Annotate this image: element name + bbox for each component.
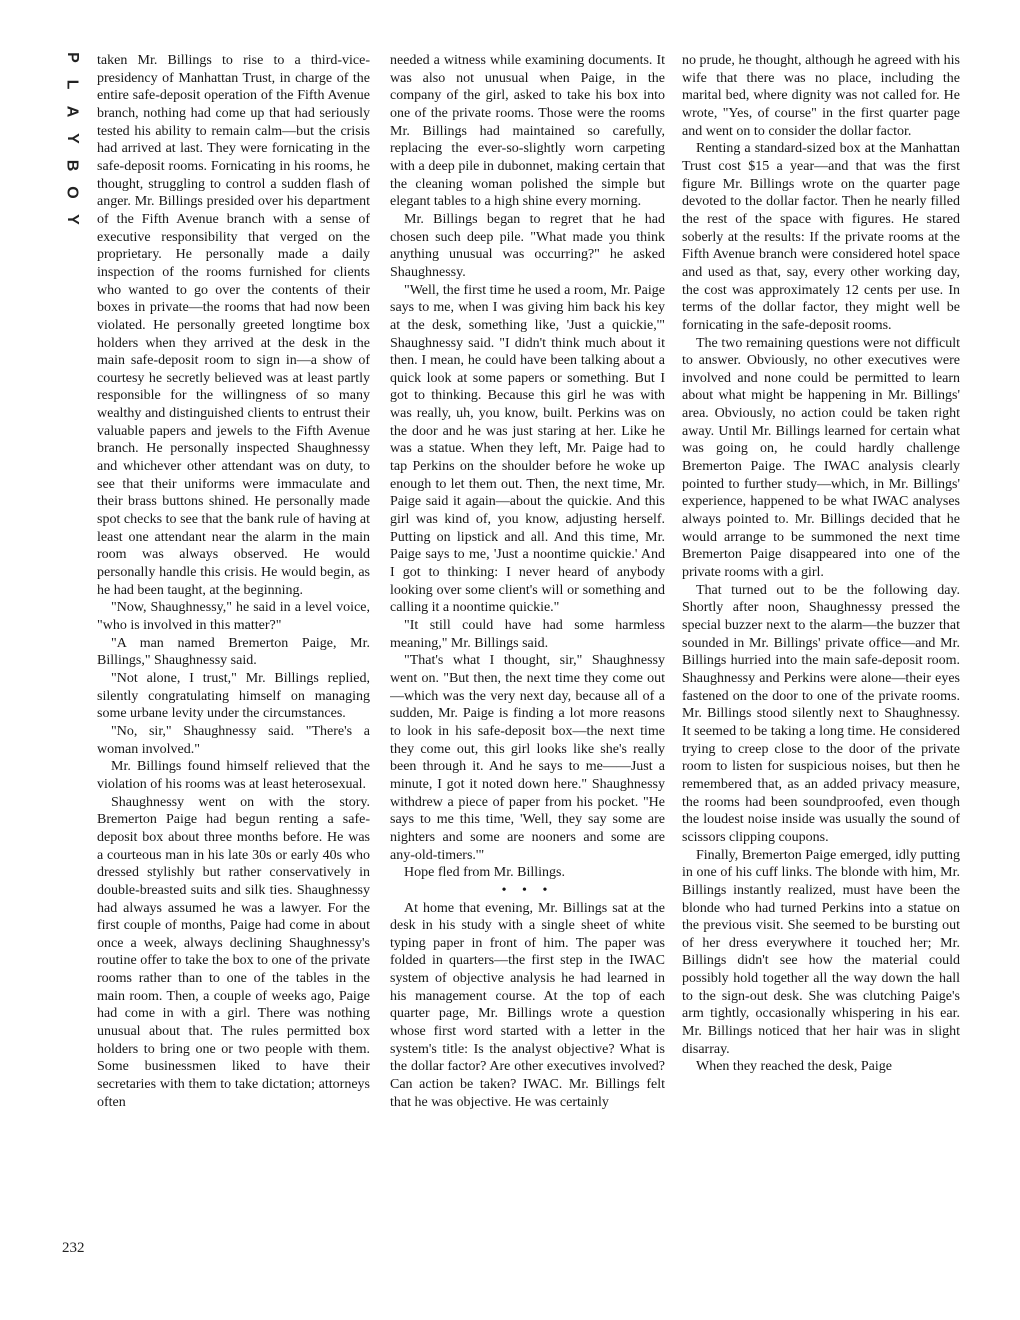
masthead-letter: A: [63, 105, 81, 118]
paragraph: Renting a standard-sized box at the Manhattan Trust cost $15 a year—and that was the first figure Mr. Billings wrote on the quarter page devoted to the dollar factor. Then he nearly filled the rest of the space with figures. He stared soberly at the results: If the private rooms at the Fifth Avenue branch were considered hotel space and used as that, say, every other working day, the cost was approximately 12 cents per use. In terms of the dollar factor, they might well be fornicating in the safe-deposit rooms.: [682, 141, 960, 333]
masthead-letter: Y: [63, 133, 81, 144]
paragraph: When they reached the desk, Paige: [696, 1059, 892, 1075]
text-column-1: [97, 52, 370, 1272]
paragraph: Shaughnessy went on with the story. Bremerton Paige had begun renting a safe-deposit box about three months before. He was a courteous man in his late 30s or early 40s who dressed stylishly but rather conservatively in double-breasted suits and silk ties. Shaughnessy had always assumed he was a lawyer. For the first couple of months, Paige had come in about once a week, always declining Shaughnessy's routine offer to take the box to one of the private rooms rather than to one of the tables in the main room. Then, a couple of weeks ago, Paige had come in with a girl. There was nothing unusual about that. The rules permitted box holders to bring one or two people with them. Some businessmen liked to have their secretaries with them to take dictation; attorneys often: [97, 794, 370, 1110]
paragraph: "It still could have had some harmless meaning," Mr. Billings said.: [390, 618, 665, 651]
paragraph: "Not alone, I trust," Mr. Billings replied, silently congratulating himself on managing some urbane levity under the circumstances.: [97, 670, 370, 722]
masthead-letter: L: [63, 79, 81, 90]
paragraph: • • •: [501, 882, 554, 898]
paragraph: The two remaining questions were not difficult to answer. Obviously, no other executives were involved and none could be permitted to learn about what might be happening in Mr. Billings' area. Obviously, no action could be taken right away. Until Mr. Billings learned for certain what was going on, he could hardly challenge Bremerton Paige. The IWAC analysis clearly pointed to further study—which, in Mr. Billings' experience, happened to be what IWAC analyses always pointed to. Mr. Billings decided that he would arrange to be summoned the next time Bremerton Paige disappeared into one of the private rooms with a girl.: [682, 335, 960, 581]
paragraph: Mr. Billings found himself relieved that the violation of his rooms was at least heterosexual.: [97, 759, 370, 792]
masthead-letter: P: [63, 52, 81, 63]
page-number: 232: [62, 1240, 85, 1256]
paragraph: no prude, he thought, although he agreed with his wife that there was no place, including the marital bed, where dignity was not called for. He wrote, "Yes, of course" in the first quarter page and went on to consider the dollar factor.: [682, 53, 960, 139]
paragraph: "A man named Bremerton Paige, Mr. Billings," Shaughnessy said.: [97, 635, 370, 669]
paragraph: That turned out to be the following day. Shortly after noon, Shaughnessy pressed the special buzzer next to the alarm—the buzzer that sounded in Mr. Billings' private office—and Mr. Billings hurried into the main safe-deposit room. Shaughnessy and Perkins were alone—their eyes fastened on the door to one of the private rooms. Mr. Billings stood silently next to Shaughnessy. It seemed to be taking a long time. He considered trying to creep close to the door of the private room to listen for suspicious noises, but then he remembered that, as an added privacy measure, the rooms had been soundproofed, even though the loudest noise inside was usually the sound of scissors clipping coupons.: [682, 582, 960, 845]
paragraph: Hope fled from Mr. Billings.: [404, 865, 565, 881]
paragraph: "That's what I thought, sir," Shaughnessy went on. "But then, the next time they come out—which was the very next day, because all of a sudden, Mr. Paige is finding a lot more reasons to look in his safe-deposit box—the next time they come out, this girl looks like she's really been through it. And he says to me——Just a minute, I got it noted down here." Shaughnessy withdrew a piece of paper from his pocket. "He says to me this time, 'Well, they say some are nighters and some are nooners and some are any-old-timers.'": [390, 653, 665, 863]
paragraph: At home that evening, Mr. Billings sat at the desk in his study with a single sheet of white typing paper in front of him. The paper was folded in quarters—the first step in the IWAC system of objective analysis he had learned in his management course. At the top of each quarter page, Mr. Billings wrote a question whose first word started with a letter in the system's title: Is the analyst objective? What is the dollar factor? Are other executives involved? Can action be taken? IWAC. Mr. Billings felt that he was objective. He was certainly: [390, 900, 665, 1110]
paragraph: "Now, Shaughnessy," he said in a level voice, "who is involved in this matter?": [97, 600, 370, 633]
text-column-3: [682, 52, 960, 1272]
paragraph: needed a witness while examining documents. It was also not unusual when Paige, in the company of the girl, asked to take his box into one of the private rooms. Those were the rooms Mr. Billings had maintained so carefully, replacing the ever-so-slightly worn carpeting with a deep pile in dubonnet, making certain that the cleaning woman polished the simple but elegant tables to a high shine every morning.: [390, 53, 665, 210]
masthead-letter: O: [63, 186, 81, 199]
masthead-letter: B: [63, 159, 81, 172]
text-column-2: [390, 52, 665, 1272]
paragraph: taken Mr. Billings to rise to a third-vice-presidency of Manhattan Trust, in charge of the entire safe-deposit operation of the Fifth Avenue branch, nothing had come up that had seriously tested his ability to remain calm—but the crisis had arrived at last. They were fornicating in the safe-deposit rooms. Fornicating in his rooms, he thought, struggling to control a sudden flash of anger. Mr. Billings presided over his department of the Fifth Avenue branch with a sense of executive responsibility that verged on the proprietary. He personally made a daily inspection of the rooms furnished for clients who wanted to go over the contents of their boxes in private—the rooms that had now been violated. He personally greeted longtime box holders when they arrived at the desk in the main safe-deposit room to sign in—a show of courtesy he secretly believed was at least partly responsible for the willingness of so many wealthy and distinguished clients to entrust their valuable papers and jewels to the Fifth Avenue branch. He personally inspected Shaughnessy and whichever other attendant was on duty, to see that their uniforms were immaculate and their brass buttons shined. He personally made spot checks to see that the bank rule of having at least one attendant near the alarm in the main room was always observed. He would personally handle this crisis. He would begin, as he had been taught, at the beginning.: [97, 53, 370, 598]
paragraph: Finally, Bremerton Paige emerged, idly putting in one of his cuff links. The blonde with him, Mr. Billings instantly realized, must have been the blonde who had turned Perkins into a statue on the previous visit. She seemed to be bursting out of her dress everywhere it touched her; Mr. Billings didn't see how the material could possibly hold together all the way down the hall to the sign-out desk. She was clutching Paige's arm tightly, occasionally whispering in his ear. Mr. Billings noticed that her hair was in slight disarray.: [682, 847, 960, 1057]
paragraph: Mr. Billings began to regret that he had chosen such deep pile. "What made you think anything unusual was occurring?" he asked Shaughnessy.: [390, 211, 665, 280]
paragraph: "No, sir," Shaughnessy said. "There's a woman involved.": [97, 723, 370, 757]
masthead-letter: Y: [63, 214, 81, 225]
paragraph: "Well, the first time he used a room, Mr. Paige says to me, when I was giving him back his key at the desk, something like, 'Just a quickie,'" Shaughnessy said. "I didn't think much about it then. I mean, he could have been talking about a quick look at some papers or something. But I got to thinking. Because this girl he was with was really, uh, you know, built. Perkins was on the door and he was just staring at her. Like he was a statue. When they left, Mr. Paige had to tap Perkins on the shoulder before he woke up enough to let them out. Then, the next time, Mr. Paige said it again—about the quickie. And this girl was kind of, you know, adjusting herself. Putting on lipstick and all. And this time, Mr. Paige says to me, 'Just a noontime quickie.' And I got to thinking: I never heard of anybody looking over some client's will or something and calling it a noontime quickie.": [390, 282, 665, 616]
magazine-masthead: [62, 44, 82, 225]
